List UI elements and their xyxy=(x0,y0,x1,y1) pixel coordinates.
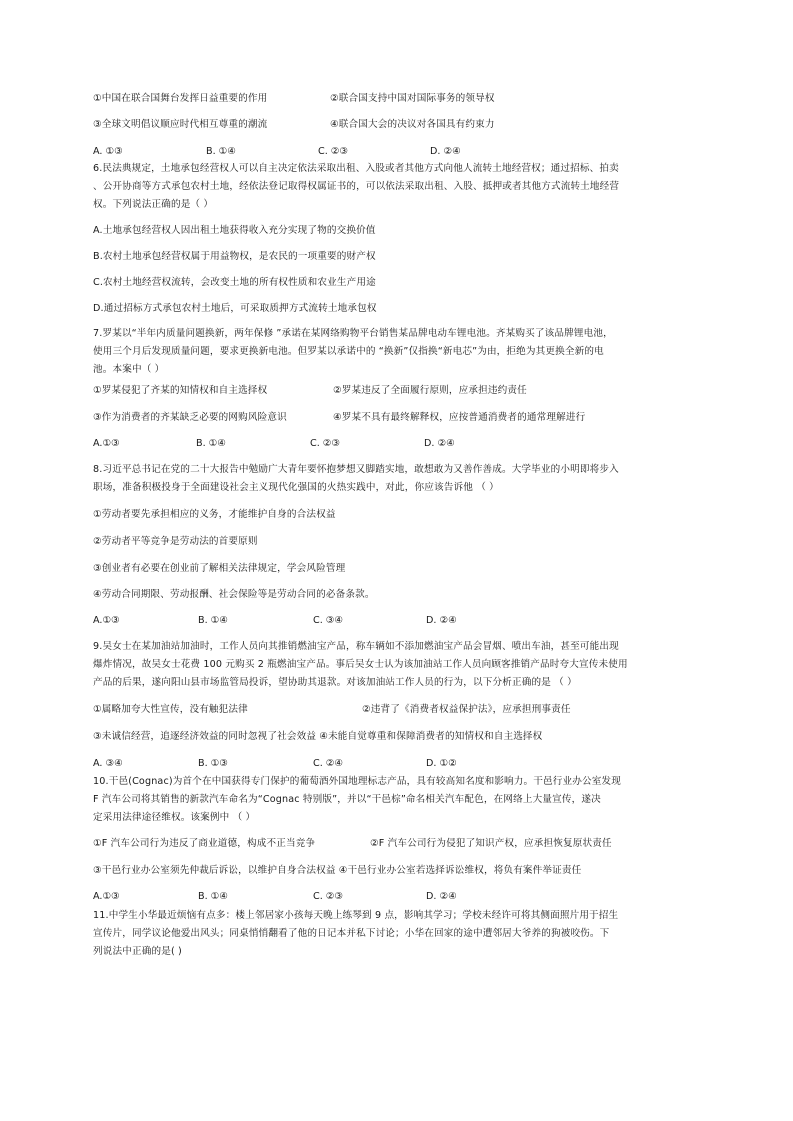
q7-choice-3: ③作为消费者的齐某缺乏必要的网购风险意识 xyxy=(93,412,287,423)
q7-option-b: B. ①④ xyxy=(196,438,226,449)
q6-option-d: D.通过招标方式承包农村土地后，可采取质押方式流转土地承包权 xyxy=(93,303,377,314)
q7-choice-4: ④罗某不具有最终解释权，应按普通消费者的通常理解进行 xyxy=(333,412,586,423)
q8-choice-3: ③创业者有必要在创业前了解相关法律规定，学会风险管理 xyxy=(93,563,346,574)
q9-option-d: D. ①② xyxy=(426,758,457,769)
q10-choice-2: ②F 汽车公司行为侵犯了知识产权，应承担恢复原状责任 xyxy=(370,838,612,849)
q10-option-c: C. ②③ xyxy=(313,891,343,902)
q6-option-a: A.土地承包经营权人因出租土地获得收入充分实现了物的交换价值 xyxy=(93,225,376,236)
q10-option-b: B. ①④ xyxy=(198,891,228,902)
q10-stem-line-3: 定采用法律途径维权。该案例中 （ ） xyxy=(93,812,256,823)
q9-option-c: C. ②④ xyxy=(313,758,343,769)
q6-stem-line-2: 、公开协商等方式承包农村土地，经依法登记取得权属证书的，可以依法采取出租、入股、抵押或者其他方式流转土地经营 xyxy=(93,181,620,192)
q7-choice-1: ①罗某侵犯了齐某的知情权和自主选择权 xyxy=(93,385,268,396)
q10-option-d: D. ②④ xyxy=(426,891,457,902)
q9-stem-line-3: 产品的后果，遂向阳山县市场监管局投诉，望协助其退款。对该加油站工作人员的行为，以下分析正确的是 （ ） xyxy=(93,677,577,688)
q8-option-a: A.①③ xyxy=(93,615,120,626)
q6-stem-line-3: 权。下列说法正确的是（ ） xyxy=(93,199,214,210)
q7-stem-line-1: 7.罗某以“半年内质量问题换新，两年保修 ”承诺在某网络购物平台销售某品牌电动车锂电池。齐某购买了该品牌锂电池， xyxy=(93,328,613,339)
q10-stem-line-2: F 汽车公司将其销售的新款汽车命名为“Cognac 特别版”，并以“干邑棕”命名相关汽车配色，在网络上大量宣传，遂决 xyxy=(93,794,601,805)
q8-choice-2: ②劳动者平等竞争是劳动法的首要原则 xyxy=(93,536,258,547)
q8-option-c: C. ③④ xyxy=(313,615,343,626)
q5-option-d: D. ②④ xyxy=(430,146,461,157)
q10-choice-1: ①F 汽车公司行为违反了商业道德，构成不正当竞争 xyxy=(93,838,316,849)
q11-stem-line-1: 11.中学生小华最近烦恼有点多：楼上邻居家小孩每天晚上练琴到 9 点，影响其学习；学校未经许可将其侧面照片用于招生 xyxy=(93,910,619,921)
q8-stem-line-2: 职场，准备积极投身于全面建设社会主义现代化强国的火热实践中，对此，你应该告诉他 （ ） xyxy=(93,482,499,493)
q10-option-a: A.①③ xyxy=(93,891,120,902)
q5-option-c: C. ②③ xyxy=(318,146,348,157)
q7-stem-line-3: 池。本案中（ ） xyxy=(93,364,165,375)
q9-stem-line-1: 9.吴女士在某加油站加油时，工作人员向其推销燃油宝产品，称车辆如不添加燃油宝产品会冒烟、喷出车油，甚至可能出现 xyxy=(93,641,619,652)
q9-choice-1: ①属略加夸大性宣传，没有触犯法律 xyxy=(93,704,248,715)
q5-option-b: B. ①④ xyxy=(206,146,236,157)
q9-choice-3-4: ③未诚信经营，追逐经济效益的同时忽视了社会效益 ④未能自觉尊重和保障消费者的知情权和自主选择权 xyxy=(93,731,543,742)
q7-stem-line-2: 使用三个月后发现质量问题，要求更换新电池。但罗某以承诺中的 “换新”仅指换“新电芯”为由，拒绝为其更换全新的电 xyxy=(93,346,604,357)
q7-option-a: A.①③ xyxy=(93,438,120,449)
q8-option-b: B. ①④ xyxy=(198,615,228,626)
q8-choice-1: ①劳动者要先承担相应的义务，才能维护自身的合法权益 xyxy=(93,509,336,520)
q10-stem-line-1: 10.干邑(Cognac)为首个在中国获得专门保护的葡萄酒外国地理标志产品，具有较高知名度和影响力。干邑行业办公室发现 xyxy=(93,776,621,787)
q8-choice-4: ④劳动合同期限、劳动报酬、社会保险等是劳动合同的必备条款。 xyxy=(93,589,375,600)
q6-option-b: B.农村土地承包经营权属于用益物权，是农民的一项重要的财产权 xyxy=(93,251,376,262)
q11-stem-line-3: 列说法中正确的是( ) xyxy=(93,946,182,957)
q6-stem-line-1: 6.民法典规定，土地承包经营权人可以自主决定依法采取出租、入股或者其他方式向他人流转土地经营权；通过招标、拍卖 xyxy=(93,163,619,174)
q5-choice-4: ④联合国大会的决议对各国具有约束力 xyxy=(330,119,495,130)
q9-option-b: B. ①③ xyxy=(198,758,228,769)
q5-choice-2: ②联合国支持中国对国际事务的领导权 xyxy=(330,93,495,104)
q8-stem-line-1: 8.习近平总书记在党的二十大报告中勉励广大青年要怀抱梦想又脚踏实地，敢想敢为又善作善成。大学毕业的小明即将步入 xyxy=(93,464,619,475)
q11-stem-line-2: 宣传片，同学议论他爱出风头；同桌悄悄翻看了他的日记本并私下讨论；小华在回家的途中遭邻居大爷养的狗被咬伤。下 xyxy=(93,928,610,939)
q9-choice-2: ②违背了《消费者权益保护法》，应承担刑事责任 xyxy=(362,704,571,715)
q5-option-a: A. ①③ xyxy=(93,146,123,157)
q7-option-d: D. ②④ xyxy=(424,438,455,449)
q9-stem-line-2: 爆炸情况，故吴女士花费 100 元购买 2 瓶燃油宝产品。事后吴女士认为该加油站工作人员向顾客推销产品时夸大宣传未使用 xyxy=(93,659,628,670)
q5-choice-1: ①中国在联合国舞台发挥日益重要的作用 xyxy=(93,93,268,104)
q5-choice-3: ③全球文明倡议顺应时代相互尊重的潮流 xyxy=(93,119,268,130)
q8-option-d: D. ②④ xyxy=(426,615,457,626)
q7-choice-2: ②罗某违反了全面履行原则，应承担违约责任 xyxy=(333,385,527,396)
q6-option-c: C.农村土地经营权流转，会改变土地的所有权性质和农业生产用途 xyxy=(93,277,376,288)
q7-option-c: C. ②③ xyxy=(310,438,340,449)
q9-option-a: A. ③④ xyxy=(93,758,123,769)
q10-choice-3-4: ③干邑行业办公室须先仲裁后诉讼，以维护自身合法权益 ④干邑行业办公室若选择诉讼维权，将负有案件举证责任 xyxy=(93,865,582,876)
